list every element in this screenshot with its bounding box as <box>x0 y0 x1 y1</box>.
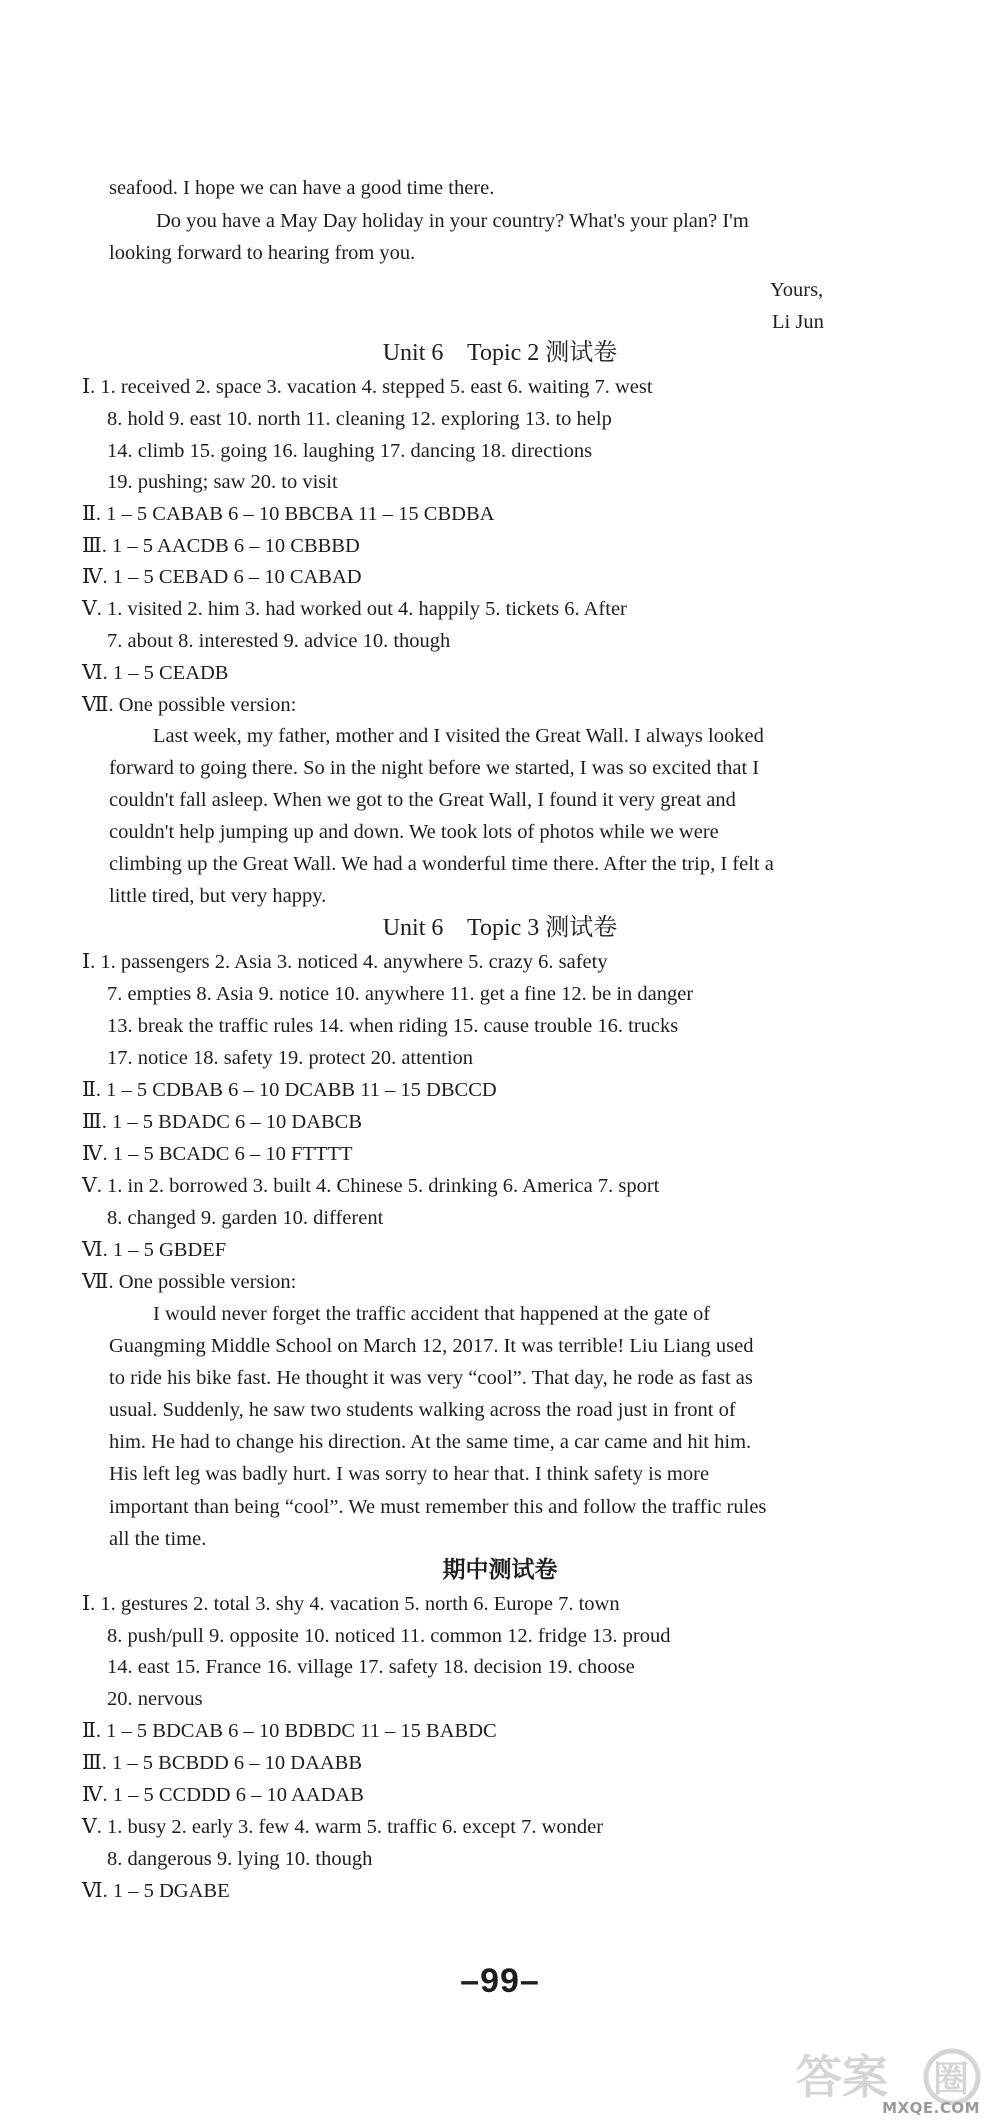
answer-line: Ⅴ. 1. in 2. borrowed 3. built 4. Chinese 5. drinking 6. America 7. sport <box>82 1175 660 1197</box>
answer-line: Ⅶ. One possible version: <box>82 1271 297 1293</box>
answer-line: Ⅲ. 1 – 5 BCBDD 6 – 10 DAABB <box>82 1752 363 1774</box>
essay-line: to ride his bike fast. He thought it was very “cool”. That day, he rode as fast as <box>109 1367 753 1390</box>
letter-line: seafood. I hope we can have a good time there. <box>109 177 495 199</box>
section-title: 期中测试卷 <box>442 1557 558 1583</box>
answer-line: Ⅰ. 1. gestures 2. total 3. shy 4. vacation 5. north 6. Europe 7. town <box>82 1593 620 1615</box>
section-title: Unit 6 Topic 3 测试卷 <box>382 915 618 941</box>
answer-line: Ⅴ. 1. visited 2. him 3. had worked out 4. happily 5. tickets 6. After <box>82 598 627 620</box>
essay-line: couldn't fall asleep. When we got to the Great Wall, I found it very great and <box>109 789 736 812</box>
answer-line: Ⅴ. 1. busy 2. early 3. few 4. warm 5. traffic 6. except 7. wonder <box>82 1816 604 1838</box>
essay-line: usual. Suddenly, he saw two students walking across the road just in front of <box>109 1399 736 1422</box>
answer-line: 8. changed 9. garden 10. different <box>107 1207 384 1229</box>
essay-line: important than being “cool”. We must remember this and follow the traffic rules <box>109 1495 767 1518</box>
letter-line: Do you have a May Day holiday in your country? What's your plan? I'm <box>156 210 749 232</box>
letter-closing: Yours, <box>770 279 824 301</box>
page-number: –99– <box>460 1962 540 2000</box>
answer-line: Ⅳ. 1 – 5 CCDDD 6 – 10 AADAB <box>82 1784 364 1806</box>
essay-line: all the time. <box>109 1527 207 1550</box>
answer-line: 7. empties 8. Asia 9. notice 10. anywhere 11. get a fine 12. be in danger <box>107 983 694 1005</box>
answer-line: Ⅲ. 1 – 5 AACDB 6 – 10 CBBBD <box>82 535 360 557</box>
sample-essay <box>109 1298 835 1555</box>
essay-line: Guangming Middle School on March 12, 2017. It was terrible! Liu Liang used <box>109 1335 754 1358</box>
answer-line: 7. about 8. interested 9. advice 10. though <box>107 630 451 652</box>
letter-line: looking forward to hearing from you. <box>109 242 416 264</box>
essay-line: Last week, my father, mother and I visited the Great Wall. I always looked <box>153 725 764 747</box>
answer-line: Ⅲ. 1 – 5 BDADC 6 – 10 DABCB <box>82 1111 363 1133</box>
essay-line: forward to going there. So in the night before we started, I was so excited that I <box>109 757 760 780</box>
sample-essay <box>109 720 835 913</box>
answer-line: Ⅱ. 1 – 5 CABAB 6 – 10 BBCBA 11 – 15 CBDBA <box>82 503 495 525</box>
answer-line: 19. pushing; saw 20. to visit <box>107 471 338 493</box>
answer-line: Ⅶ. One possible version: <box>82 694 297 716</box>
section-title: Unit 6 Topic 2 测试卷 <box>382 340 618 366</box>
essay-line: couldn't help jumping up and down. We took lots of photos while we were <box>109 821 719 844</box>
answer-line: Ⅱ. 1 – 5 CDBAB 6 – 10 DCABB 11 – 15 DBCCD <box>82 1079 497 1101</box>
essay-line: him. He had to change his direction. At the same time, a car came and hit him. <box>109 1431 752 1454</box>
essay-line: His left leg was badly hurt. I was sorry to hear that. I think safety is more <box>109 1463 710 1486</box>
answer-line: 14. climb 15. going 16. laughing 17. dancing 18. directions <box>107 440 593 462</box>
answer-line: 13. break the traffic rules 14. when riding 15. cause trouble 16. trucks <box>107 1015 679 1037</box>
essay-line: little tired, but very happy. <box>109 885 327 908</box>
answer-line: 8. hold 9. east 10. north 11. cleaning 12. exploring 13. to help <box>107 408 612 430</box>
answer-line: Ⅵ. 1 – 5 GBDEF <box>82 1239 227 1261</box>
answer-line: 14. east 15. France 16. village 17. safety 18. decision 19. choose <box>107 1656 635 1678</box>
answer-line: 17. notice 18. safety 19. protect 20. attention <box>107 1047 474 1069</box>
watermark-url: MXQE.COM <box>882 2099 980 2117</box>
essay-line: I would never forget the traffic accident that happened at the gate of <box>153 1303 711 1325</box>
answer-line: Ⅰ. 1. passengers 2. Asia 3. noticed 4. anywhere 5. crazy 6. safety <box>82 951 608 973</box>
answer-line: Ⅳ. 1 – 5 BCADC 6 – 10 FTTTT <box>82 1143 353 1165</box>
answer-line: 8. push/pull 9. opposite 10. noticed 11. common 12. fridge 13. proud <box>107 1625 671 1647</box>
answer-line: Ⅵ. 1 – 5 DGABE <box>82 1880 230 1902</box>
essay-line: climbing up the Great Wall. We had a wonderful time there. After the trip, I felt a <box>109 853 774 876</box>
answer-line: 20. nervous <box>107 1688 203 1710</box>
answer-line: 8. dangerous 9. lying 10. though <box>107 1848 373 1870</box>
answer-line: Ⅰ. 1. received 2. space 3. vacation 4. stepped 5. east 6. waiting 7. west <box>82 376 653 398</box>
svg-text:圈: 圈 <box>933 2059 970 2100</box>
letter-signature: Li Jun <box>772 311 824 333</box>
answer-line: Ⅵ. 1 – 5 CEADB <box>82 662 229 684</box>
svg-text:答案: 答案 <box>796 2050 888 2104</box>
answer-line: Ⅱ. 1 – 5 BDCAB 6 – 10 BDBDC 11 – 15 BABDC <box>82 1720 497 1742</box>
answer-line: Ⅳ. 1 – 5 CEBAD 6 – 10 CABAD <box>82 566 362 588</box>
